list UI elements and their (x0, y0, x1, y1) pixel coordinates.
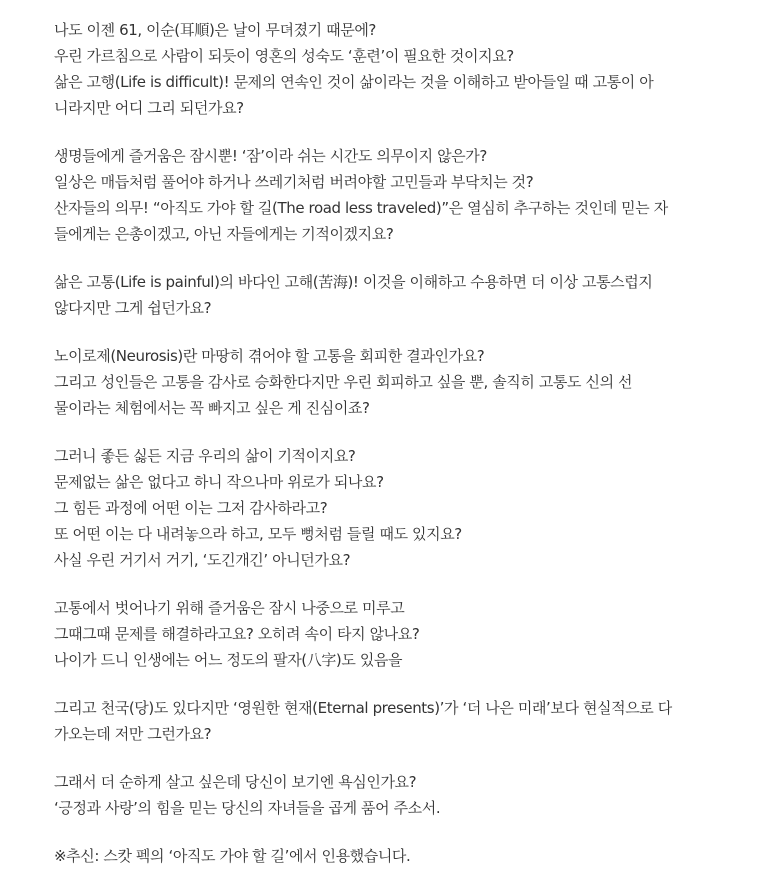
text-line: 노이로제(Neurosis)란 마땅히 겪어야 할 고통을 회피한 결과인가요? (54, 347, 485, 365)
postscript (54, 843, 739, 869)
text-line: 가오는데 저만 그런가요? (54, 725, 212, 743)
text-line: 또 어떤 이는 다 내려놓으라 하고, 모두 뻥처럼 들릴 때도 있지요? (54, 525, 462, 543)
text-line: 그리고 천국(당)도 있다지만 ‘영원한 현재(Eternal presents)’가 ‘더 나은 미래’보다 현실적으로 다 (54, 699, 672, 717)
text-line: 그 힘든 과정에 어떤 이는 그저 감사하라고? (54, 499, 328, 517)
text-line: 않다지만 그게 쉽던가요? (54, 299, 212, 317)
paragraph-8 (54, 769, 739, 821)
paragraph-4 (54, 343, 739, 421)
text-line: 삶은 고행(Life is difficult)! 문제의 연속인 것이 삶이라는 것을 이해하고 받아들일 때 고통이 아 (54, 73, 654, 91)
text-line: ‘긍정과 사랑’의 힘을 믿는 당신의 자녀들을 곱게 품어 주소서. (54, 799, 441, 817)
text-line: 그리고 성인들은 고통을 감사로 승화한다지만 우린 회피하고 싶을 뿐, 솔직히 고통도 신의 선 (54, 373, 633, 391)
text-line: 들에게는 은총이겠고, 아닌 자들에게는 기적이겠지요? (54, 225, 394, 243)
text-line: 삶은 고통(Life is painful)의 바다인 고해(苦海)! 이것을 이해하고 수용하면 더 이상 고통스럽지 (54, 273, 653, 291)
text-line: 나도 이젠 61, 이순(耳順)은 날이 무뎌졌기 때문에? (54, 21, 376, 39)
text-line: 일상은 매듭처럼 풀어야 하거나 쓰레기처럼 버려야할 고민들과 부닥치는 것? (54, 173, 534, 191)
text-line: 니라지만 어디 그리 되던가요? (54, 99, 244, 117)
paragraph-5 (54, 443, 739, 573)
text-line: 생명들에게 즐거움은 잠시뿐! ‘잠’이라 쉬는 시간도 의무이지 않은가? (54, 147, 487, 165)
text-line: 산자들의 의무! “아직도 가야 할 길(The road less traveled)”은 열심히 추구하는 것인데 믿는 자 (54, 199, 668, 217)
paragraph-7 (54, 695, 739, 747)
text-line: 그러니 좋든 싫든 지금 우리의 삶이 기적이지요? (54, 447, 356, 465)
text-line: 그때그때 문제를 해결하라고요? 오히려 속이 타지 않나요? (54, 625, 420, 643)
paragraph-3 (54, 269, 739, 321)
text-line: 물이라는 체험에서는 꼭 빠지고 싶은 게 진심이죠? (54, 399, 370, 417)
text-line: 문제없는 삶은 없다고 하니 작으나마 위로가 되나요? (54, 473, 384, 491)
paragraph-2 (54, 143, 739, 247)
text-line: 나이가 드니 인생에는 어느 정도의 팔자(八字)도 있음을 (54, 651, 403, 669)
text-line: 우린 가르침으로 사람이 되듯이 영혼의 성숙도 ‘훈련’이 필요한 것이지요? (54, 47, 514, 65)
paragraph-6 (54, 595, 739, 673)
paragraph-1 (54, 17, 739, 121)
text-line: 고통에서 벗어나기 위해 즐거움은 잠시 나중으로 미루고 (54, 599, 405, 617)
postscript-line: ※추신: 스캇 펙의 ‘아직도 가야 할 길’에서 인용했습니다. (54, 847, 411, 865)
text-line: 그래서 더 순하게 살고 싶은데 당신이 보기엔 욕심인가요? (54, 773, 417, 791)
text-line: 사실 우린 거기서 거기, ‘도긴개긴’ 아니던가요? (54, 551, 351, 569)
